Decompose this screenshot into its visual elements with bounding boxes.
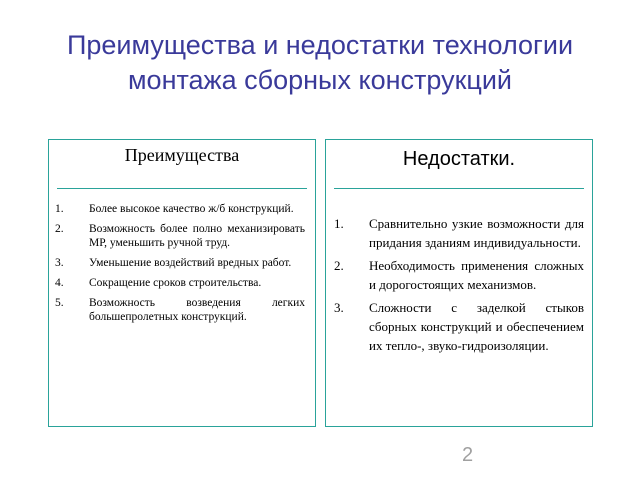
list-item-number: 4. <box>55 277 64 289</box>
list-item <box>326 298 592 355</box>
list-item-number: 3. <box>55 257 64 269</box>
list-item <box>326 214 592 252</box>
list-item-number: 2. <box>334 258 344 273</box>
slide-title: Преимущества и недостатки технологии монтажа сборных конструкций <box>66 30 574 95</box>
list-item <box>49 256 315 270</box>
list-item-text: Сокращение сроков строительства. <box>89 277 262 289</box>
disadvantages-divider <box>334 188 584 189</box>
list-item <box>49 276 315 290</box>
list-item-text: Более высокое качество ж/б конструкций. <box>89 203 294 215</box>
list-item-text: Сравнительно узкие возможности для придания зданиям индивидуальности. <box>369 216 584 250</box>
list-item-number: 2. <box>55 223 64 235</box>
list-item-text: Возможность возведения легких большепролетных конструкций. <box>89 297 305 323</box>
list-item-number: 1. <box>334 216 344 231</box>
list-item-number: 3. <box>334 300 344 315</box>
list-item <box>326 256 592 294</box>
list-item <box>49 222 315 250</box>
disadvantages-panel <box>325 139 593 427</box>
list-item-text: Сложности с заделкой стыков сборных конструкций и обеспечением их тепло-, звуко-гидроизоляции. <box>369 300 584 353</box>
advantages-divider <box>57 188 307 189</box>
list-item-number: 5. <box>55 297 64 309</box>
advantages-panel <box>48 139 316 427</box>
page-number: 2 <box>462 444 474 466</box>
list-item-text: Уменьшение воздействий вредных работ. <box>89 257 292 269</box>
disadvantages-heading: Недостатки. <box>402 148 516 170</box>
list-item-text: Необходимость применения сложных и дорогостоящих механизмов. <box>369 258 584 292</box>
advantages-heading: Преимущества <box>124 145 240 165</box>
list-item <box>49 202 315 216</box>
advantages-list <box>49 202 315 330</box>
disadvantages-list <box>326 214 592 359</box>
list-item-text: Возможность более полно механизировать МР, уменьшить ручной труд. <box>89 223 305 249</box>
list-item <box>49 296 315 324</box>
list-item-number: 1. <box>55 203 64 215</box>
